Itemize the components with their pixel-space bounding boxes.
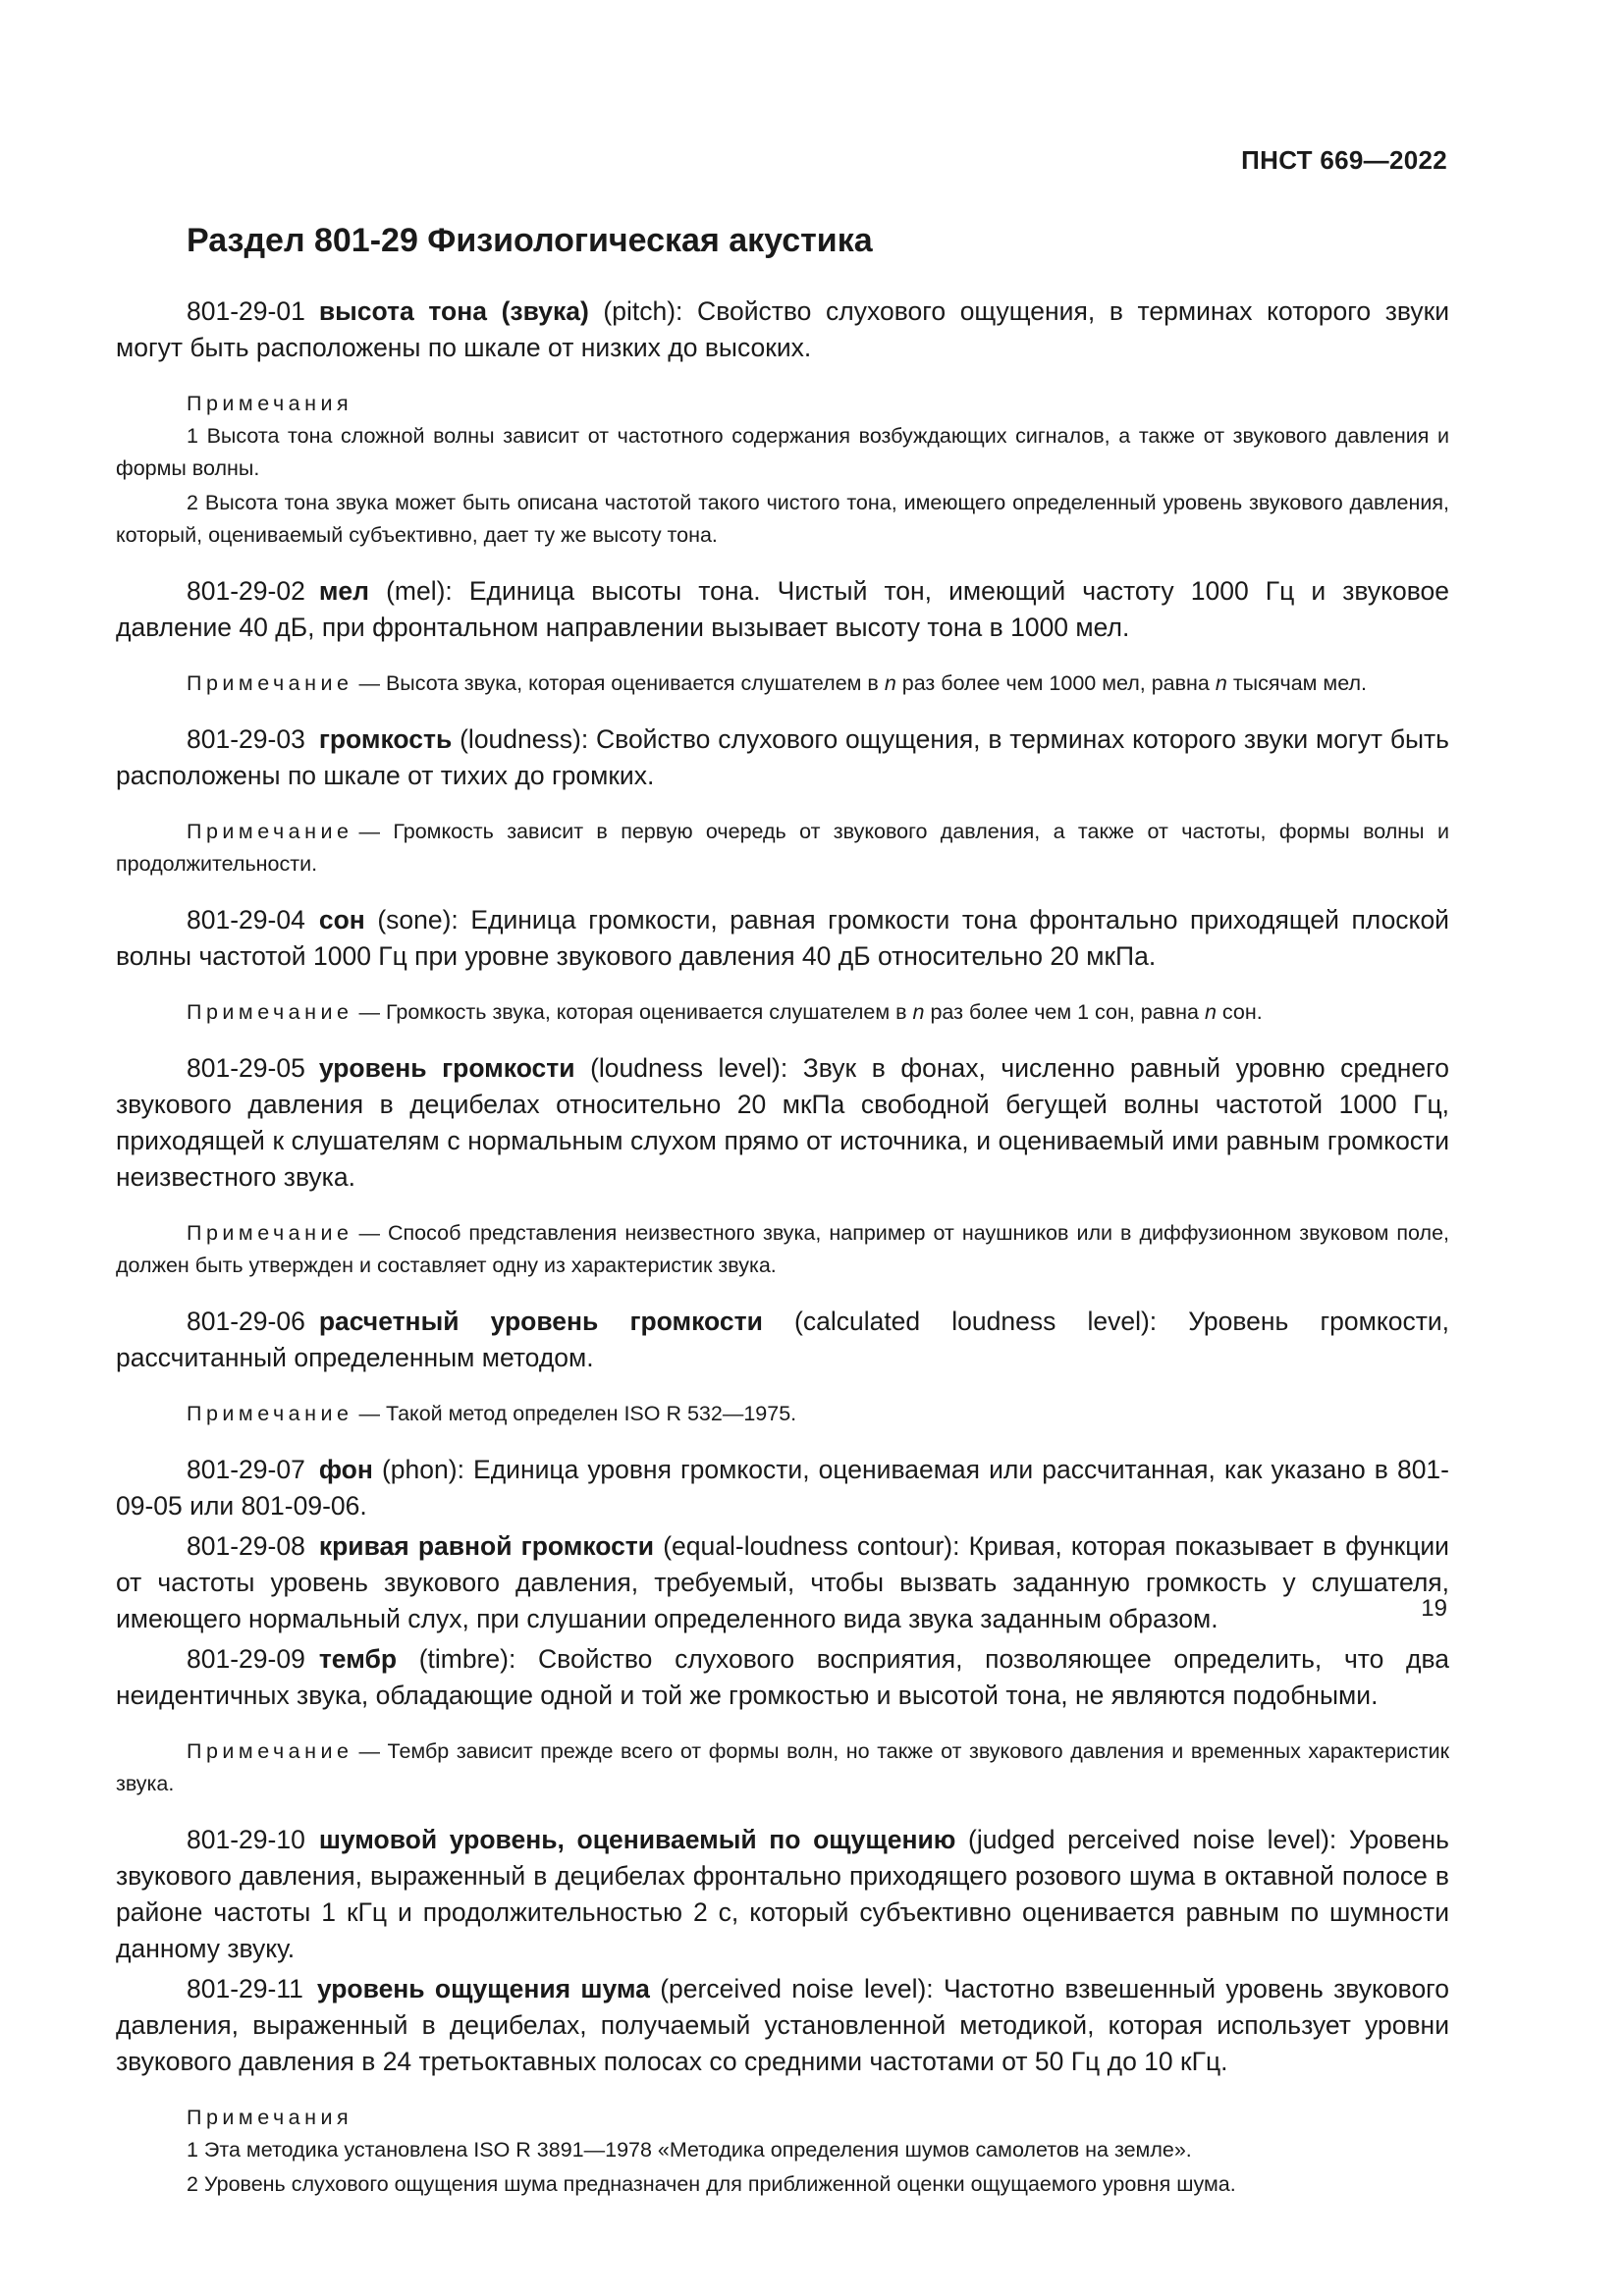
term-name: громкость xyxy=(318,724,453,754)
note-variable: n xyxy=(884,671,896,695)
note-label: Примечание xyxy=(187,1739,353,1763)
note-text: сон. xyxy=(1216,1000,1263,1024)
note-label: Примечание xyxy=(187,1402,353,1425)
note: Примечание — Громкость звука, которая оценивается слушателем в n раз более чем 1 сон, равна n сон. xyxy=(187,1000,1263,1024)
term-code: 801-29-03 xyxy=(187,724,305,754)
term-entry xyxy=(116,294,1449,366)
note: Примечание — Тембр зависит прежде всего от формы волн, но также от звукового давления и временных характеристик звука. xyxy=(116,1739,1449,1795)
term-definition: (judged perceived noise level): Уровень звукового давления, выраженный в децибелах фронтально приходящего розового шума в октавной полосе в районе частоты 1 кГц и продолжительностью 2 с, который субъективно оценивается равным по шумности данному звуку. xyxy=(116,1825,1449,1963)
note-text: Способ представления неизвестного звука, например от наушников или в диффузионном звуковом поле, должен быть утвержден и составляет одну из характеристик звука. xyxy=(116,1221,1449,1277)
term-name: сон xyxy=(318,905,365,934)
term-entry xyxy=(116,1304,1449,1376)
term-name: кривая равной громкости xyxy=(318,1531,655,1561)
term-definition: (equal-loudness contour): Кривая, которая показывает в функции от частоты уровень звукового давления, требуемый, чтобы вызвать заданную громкость у слушателя, имеющего нормальный слух, при слушании определенного вида звука заданным образом. xyxy=(116,1531,1449,1633)
term-entry xyxy=(116,1050,1449,1196)
term-entry xyxy=(116,1971,1449,2080)
note-label: Примечание xyxy=(187,1221,353,1245)
term-definition: (mel): Единица высоты тона. Чистый тон, имеющий частоту 1000 Гц и звуковое давление 40 дБ, при фронтальном направлении вызывает высоту тона в 1000 мел. xyxy=(116,576,1449,642)
note-text: Тембр зависит прежде всего от формы волн, но также от звукового давления и временных характеристик звука. xyxy=(116,1739,1449,1795)
term-name: тембр xyxy=(318,1644,398,1674)
term-code: 801-29-07 xyxy=(187,1455,305,1484)
notes-block xyxy=(116,388,1449,552)
term-entry xyxy=(116,1528,1449,1637)
term-definition: (timbre): Свойство слухового восприятия, позволяющее определить, что два неидентичных звука, обладающие одной и той же громкостью и высотой тона, не являются подобными. xyxy=(116,1644,1449,1710)
term-entry xyxy=(116,902,1449,975)
term-code: 801-29-06 xyxy=(187,1307,305,1336)
term-definition: (calculated loudness level): Уровень громкости, рассчитанный определенным методом. xyxy=(116,1307,1450,1372)
term-definition: (loudness): Свойство слухового ощущения, в терминах которого звуки могут быть расположены по шкале от тихих до громких. xyxy=(116,724,1449,790)
term-entry xyxy=(116,573,1449,646)
note-item: 2 Уровень слухового ощущения шума предназначен для приближенной оценки ощущаемого уровня шума. xyxy=(187,2172,1236,2196)
note-item: 1 Эта методика установлена ISO R 3891—1978 «Методика определения шумов самолетов на земле». xyxy=(187,2138,1192,2162)
note-text: Высота звука, которая оценивается слушателем в xyxy=(385,671,885,695)
term-name: расчетный уровень громкости xyxy=(318,1307,763,1336)
term-name: уровень громкости xyxy=(318,1053,575,1083)
term-definition: (loudness level): Звук в фонах, численно равный уровню среднего звукового давления в децибелах относительно 20 мкПа свободной бегущей волны частотой 1000 Гц, приходящей к слушателям с нормальным слухом прямо от источника, и оцениваемый ими равным громкости неизвестного звука. xyxy=(116,1053,1449,1192)
note: Примечание — Высота звука, которая оценивается слушателем в n раз более чем 1000 мел, равна n тысячам мел. xyxy=(187,671,1367,695)
term-name: шумовой уровень, оцениваемый по ощущению xyxy=(318,1825,956,1854)
notes-title: Примечания xyxy=(187,2106,353,2129)
notes-title: Примечания xyxy=(187,392,353,415)
term-definition: (sone): Единица громкости, равная громкости тона фронтально приходящей плоской волны частотой 1000 Гц при уровне звукового давления 40 дБ относительно 20 мкПа. xyxy=(116,905,1449,971)
note-variable: n xyxy=(912,1000,925,1024)
note-variable: n xyxy=(1215,671,1227,695)
term-code: 801-29-01 xyxy=(187,296,305,326)
note-text: тысячам мел. xyxy=(1226,671,1367,695)
term-definition: (phon): Единица уровня громкости, оцениваемая или рассчитанная, как указано в 801-09-05 или 801-09-06. xyxy=(116,1455,1449,1521)
term-definition: (perceived noise level): Частотно взвешенный уровень звукового давления, выраженный в децибелах, получаемый установленной методикой, которая использует уровни звукового давления в 24 третьоктавных полосах со средними частотами от 50 Гц до 10 кГц. xyxy=(116,1974,1449,2076)
term-entry xyxy=(116,1641,1449,1714)
section-title: Раздел 801-29 Физиологическая акустика xyxy=(187,222,873,259)
note-label: Примечание xyxy=(187,1000,353,1024)
term-entry xyxy=(116,1822,1449,1967)
term-code: 801-29-11 xyxy=(187,1974,303,2003)
note-item: 1 Высота тона сложной волны зависит от частотного содержания возбуждающих сигналов, а также от звукового давления и формы волны. xyxy=(116,424,1449,480)
page-number: 19 xyxy=(1421,1595,1447,1622)
term-code: 801-29-09 xyxy=(187,1644,305,1674)
term-name: уровень ощущения шума xyxy=(316,1974,650,2003)
term-name: высота тона (звука) xyxy=(318,296,589,326)
note-label: Примечание xyxy=(187,671,353,695)
term-definition: (pitch): Свойство слухового ощущения, в терминах которого звуки могут быть расположены по шкале от низких до высоких. xyxy=(116,296,1449,362)
term-code: 801-29-08 xyxy=(187,1531,305,1561)
term-code: 801-29-02 xyxy=(187,576,305,606)
term-code: 801-29-04 xyxy=(187,905,305,934)
term-entry xyxy=(116,721,1449,794)
term-name: фон xyxy=(318,1455,373,1484)
note-text: Такой метод определен ISO R 532—1975. xyxy=(385,1402,797,1425)
term-name: мел xyxy=(318,576,370,606)
note-text: Громкость звука, которая оценивается слушателем в xyxy=(385,1000,913,1024)
note: Примечание — Такой метод определен ISO R 532—1975. xyxy=(187,1402,797,1425)
note-text: Громкость зависит в первую очередь от звукового давления, а также от частоты, формы волны и продолжительности. xyxy=(116,820,1449,876)
term-code: 801-29-05 xyxy=(187,1053,305,1083)
standard-code: ПНСТ 669—2022 xyxy=(1241,145,1447,175)
page-content xyxy=(116,222,1449,2222)
note: Примечание — Громкость зависит в первую очередь от звукового давления, а также от частоты, формы волны и продолжительности. xyxy=(116,820,1449,876)
note-item: 2 Высота тона звука может быть описана частотой такого чистого тона, имеющего определенный уровень звукового давления, который, оцениваемый субъективно, дает ту же высоту тона. xyxy=(116,491,1449,547)
term-code: 801-29-10 xyxy=(187,1825,305,1854)
note: Примечание — Способ представления неизвестного звука, например от наушников или в диффузионном звуковом поле, должен быть утвержден и составляет одну из характеристик звука. xyxy=(116,1221,1449,1277)
note-variable: n xyxy=(1204,1000,1217,1024)
note-text: раз более чем 1 сон, равна xyxy=(924,1000,1205,1024)
note-label: Примечание xyxy=(187,820,353,843)
notes-block xyxy=(116,2102,1449,2201)
term-entry xyxy=(116,1452,1449,1524)
note-text: раз более чем 1000 мел, равна xyxy=(895,671,1216,695)
